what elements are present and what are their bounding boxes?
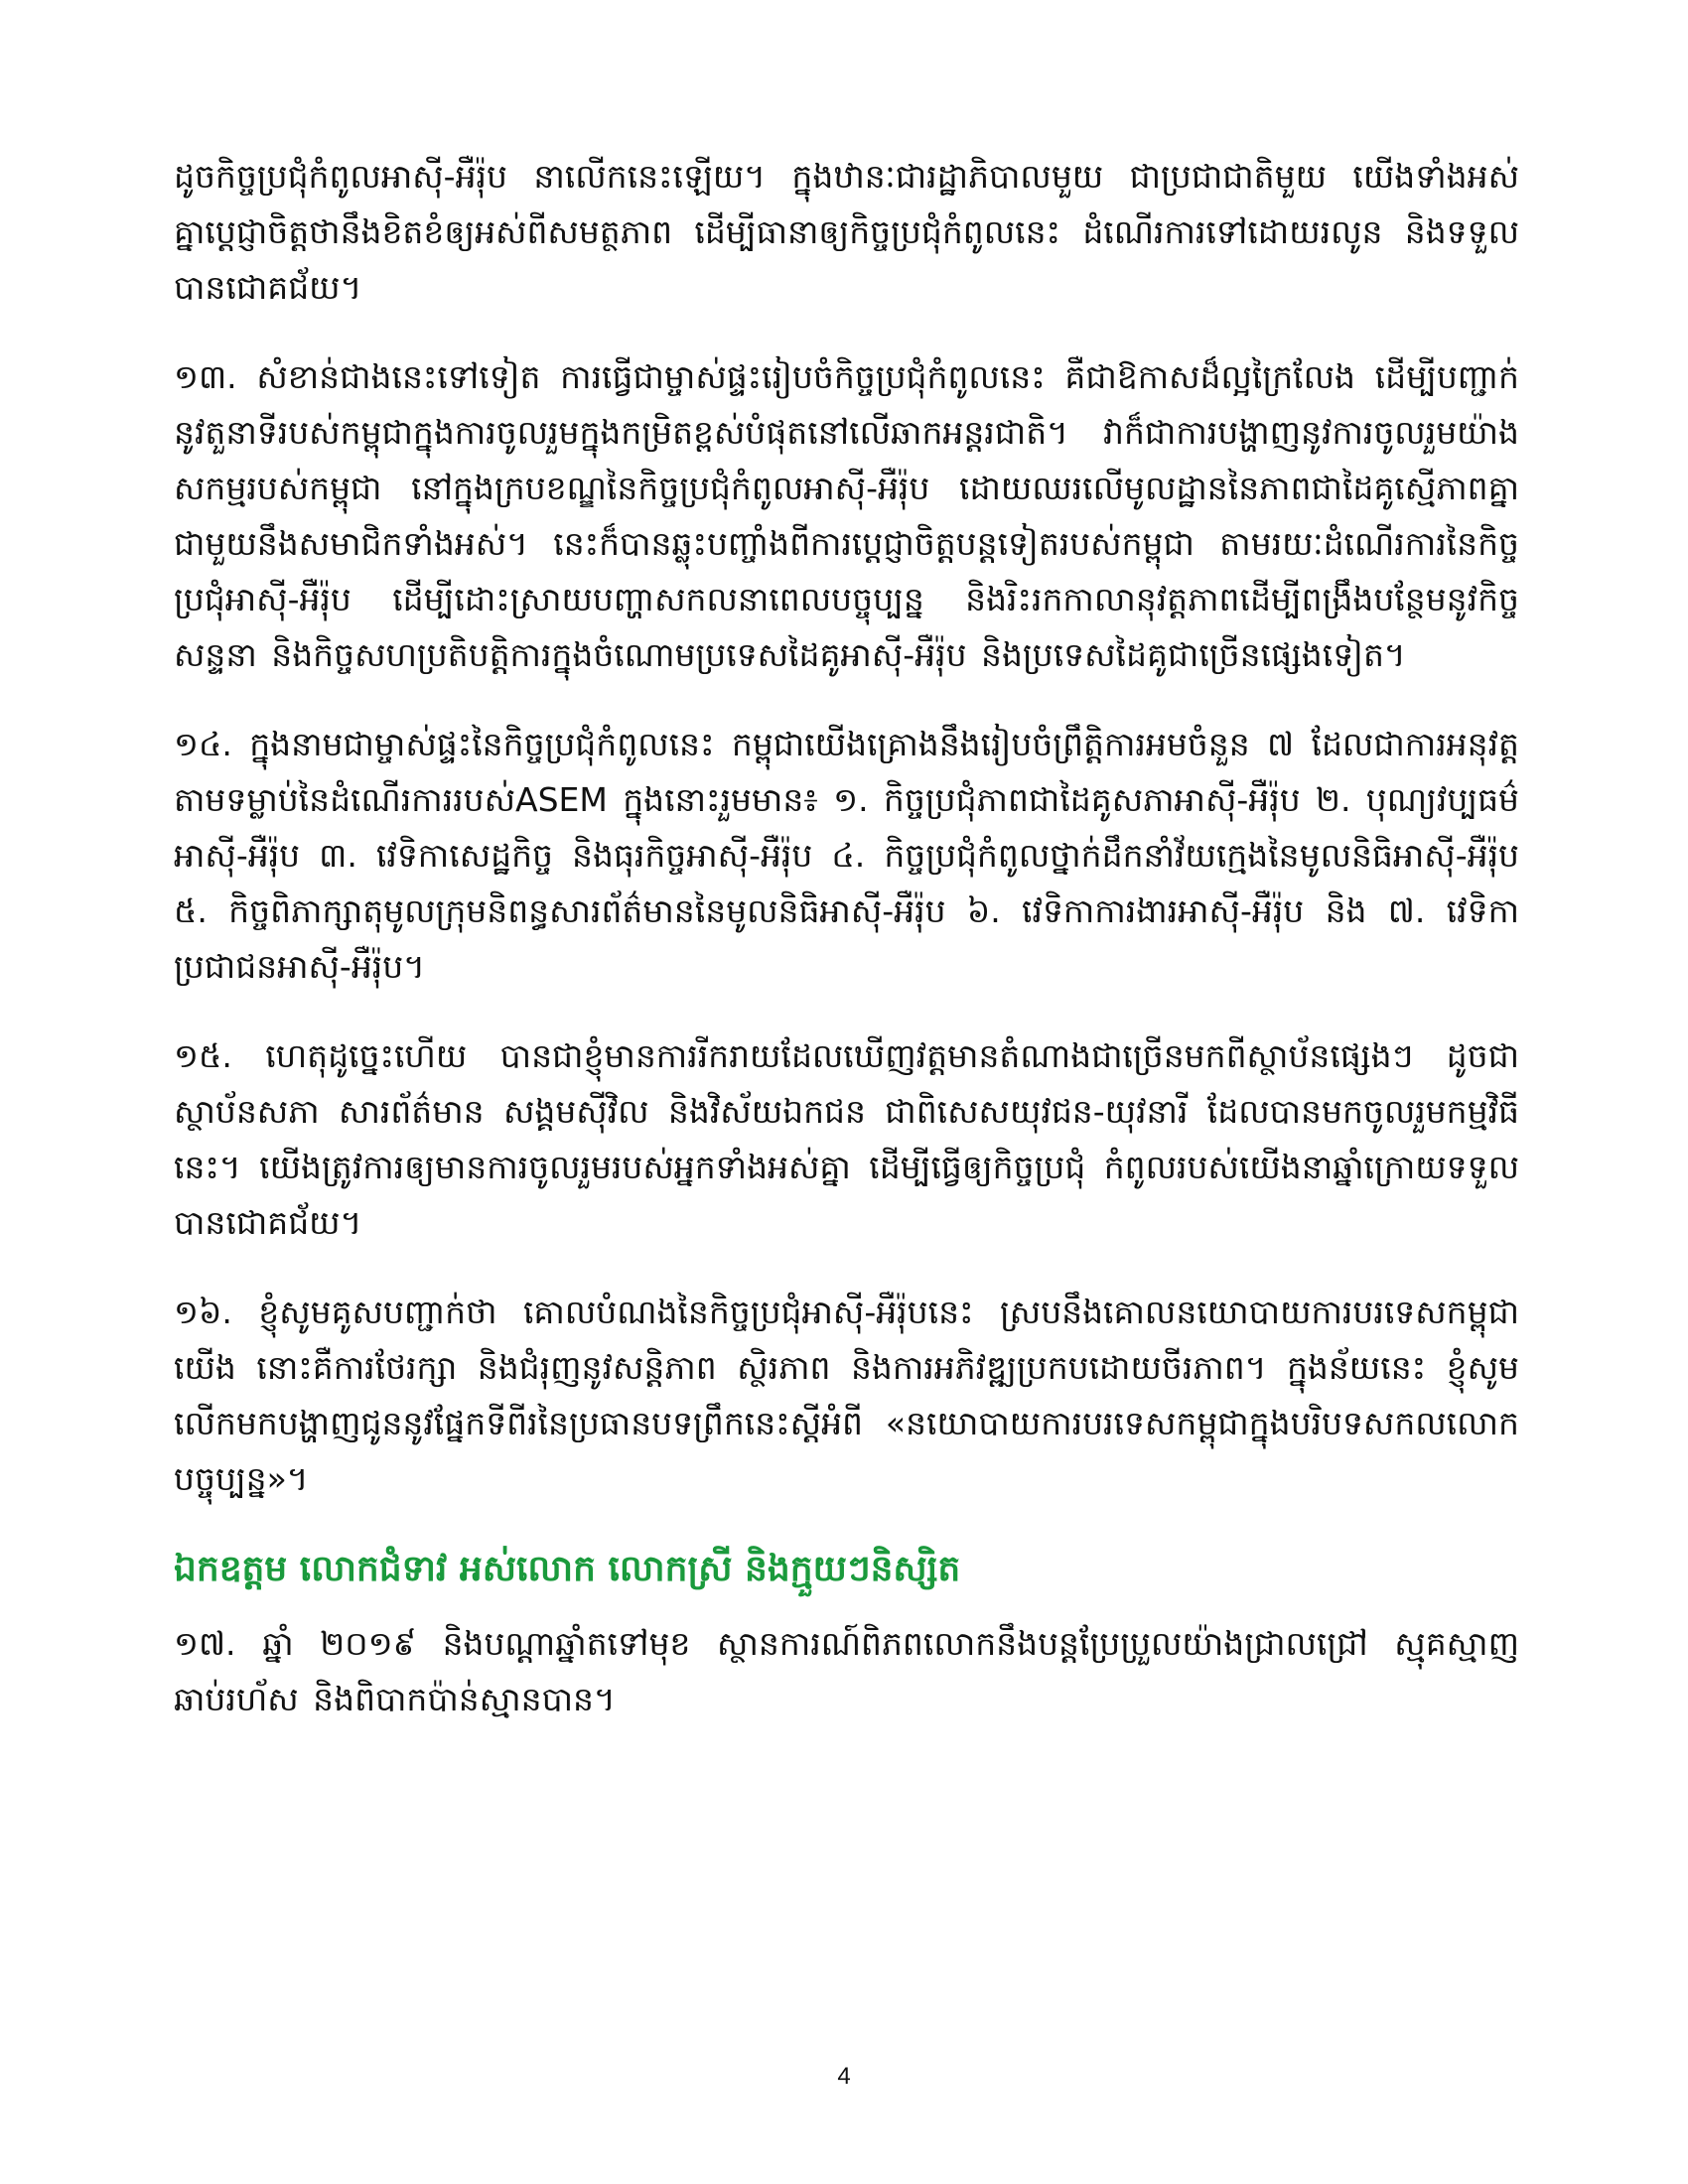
paragraph-13: ១៣. សំខាន់ជាងនេះទៅទៀត ការធ្វើជាម្ចាស់ផ្ទះរៀបចំកិច្ចប្រជុំកំពូលនេះ គឺជាឱកាសដ៏ល្អក្រៃលែង ដើម្បីបញ្ជាក់នូវតួនាទីរបស់កម្ពុជាក្នុងការចូលរួមក្នុងកម្រិតខ្ពស់បំផុតនៅលើឆាកអន្តរជាតិ។ វាក៏ជាការបង្ហាញនូវការចូលរួមយ៉ាងសកម្មរបស់កម្ពុជា នៅក្នុងក្របខណ្ឌនៃកិច្ចប្រជុំកំពូលអាស៊ី-អឺរ៉ុប ដោយឈរលើមូលដ្ឋាននៃភាពជាដៃគូស្មើភាពគ្នា ជាមួយនឹងសមាជិកទាំងអស់។ នេះក៏បានឆ្លុះបញ្ចាំងពីការប្តេជ្ញាចិត្តបន្តទៀតរបស់កម្ពុជា តាមរយៈដំណើរការនៃកិច្ចប្រជុំអាស៊ី-អឺរ៉ុប ដើម្បីដោះស្រាយបញ្ហាសកលនាពេលបច្ចុប្បន្ន និងរិះរកកាលានុវត្តភាពដើម្បីពង្រឹងបន្ថែមនូវកិច្ចសន្ទនា និងកិច្ចសហប្រតិបត្តិការក្នុងចំណោមប្រទេសដៃគូអាស៊ី-អឺរ៉ុប និងប្រទេសដៃគូជាច្រើនផ្សេងទៀត។ [174,357,1519,674]
paragraph-15: ១៥. ហេតុដូច្នេះហើយ បានជាខ្ញុំមានការរីករាយដែលឃើញវត្តមានតំណាងជាច្រើនមកពីស្ថាប័នផ្សេងៗ ដូចជាស្ថាប័នសភា សារព័ត៌មាន សង្គមស៊ីវិល និងវិស័យឯកជន ជាពិសេសយុវជន-យុវនារី ដែលបានមកចូលរួមកម្មវិធីនេះ។ យើងត្រូវការឲ្យមានការចូលរួមរបស់អ្នកទាំងអស់គ្នា ដើម្បីធ្វើឲ្យកិច្ចប្រជុំ កំពូលរបស់យើងនាឆ្នាំក្រោយទទួលបានជោគជ័យ។ [174,1036,1519,1242]
paragraph-continuation: ដូចកិច្ចប្រជុំកំពូលអាស៊ី-អឺរ៉ុប នាលើកនេះឡើយ។ ក្នុងឋានៈជារដ្ឋាភិបាលមួយ ជាប្រជាជាតិមួយ យើងទាំងអស់គ្នាប្តេជ្ញាចិត្តថានឹងខិតខំឲ្យអស់ពីសមត្ថភាព ដើម្បីធានាឲ្យកិច្ចប្រជុំកំពូលនេះ ដំណើរការទៅដោយរលូន និងទទួលបានជោគជ័យ។ [174,157,1519,307]
page-number: 4 [837,2063,851,2090]
paragraph-14: ១៤. ក្នុងនាមជាម្ចាស់ផ្ទះនៃកិច្ចប្រជុំកំពូលនេះ កម្ពុជាយើងគ្រោងនឹងរៀបចំព្រឹត្តិការអមចំនួន ៧ ដែលជាការអនុវត្តតាមទម្លាប់នៃដំណើរការរបស់ASEM ក្នុងនោះរួមមាន៖ ១. កិច្ចប្រជុំភាពជាដៃគូសភាអាស៊ី-អឺរ៉ុប ២. បុណ្យវប្បធម៌អាស៊ី-អឺរ៉ុប ៣. វេទិកាសេដ្ឋកិច្ច និងធុរកិច្ចអាស៊ី-អឺរ៉ុប ៤. កិច្ចប្រជុំកំពូលថ្នាក់ដឹកនាំវ័យក្មេងនៃមូលនិធិអាស៊ី-អឺរ៉ុប ៥. កិច្ចពិភាក្សាតុមូលក្រុមនិពន្ធសារព័ត៌មាននៃមូលនិធិអាស៊ី-អឺរ៉ុប ៦. វេទិកាការងារអាស៊ី-អឺរ៉ុប និង ៧. វេទិកាប្រជាជនអាស៊ី-អឺរ៉ុប។ [174,725,1519,986]
paragraph-16: ១៦. ខ្ញុំសូមគូសបញ្ជាក់ថា គោលបំណងនៃកិច្ចប្រជុំអាស៊ី-អឺរ៉ុបនេះ ស្របនឹងគោលនយោបាយការបរទេសកម្ពុជាយើង នោះគឺការថែរក្សា និងជំរុញនូវសន្តិភាព ស្ថិរភាព និងការអភិវឌ្ឍប្រកបដោយចីរភាព។ ក្នុងន័យនេះ ខ្ញុំសូមលើកមកបង្ហាញជូននូវផ្នែកទីពីរនៃប្រធានបទព្រឹកនេះស្តីអំពី «នយោបាយការបរទេសកម្ពុជាក្នុងបរិបទសកលលោកបច្ចុប្បន្ន»។ [174,1293,1519,1498]
paragraph-17: ១៧. ឆ្នាំ ២០១៩ និងបណ្តាឆ្នាំតទៅមុខ ស្ថានការណ៍ពិភពលោកនឹងបន្តប្រែប្រួលយ៉ាងជ្រាលជ្រៅ ស្មុគស្មាញ ឆាប់រហ័ស និងពិបាកប៉ាន់ស្មានបាន។ [174,1624,1519,1718]
section-heading: ឯកឧត្តម លោកជំទាវ អស់លោក លោកស្រី និងក្មួយៗនិស្សិត [174,1549,961,1589]
